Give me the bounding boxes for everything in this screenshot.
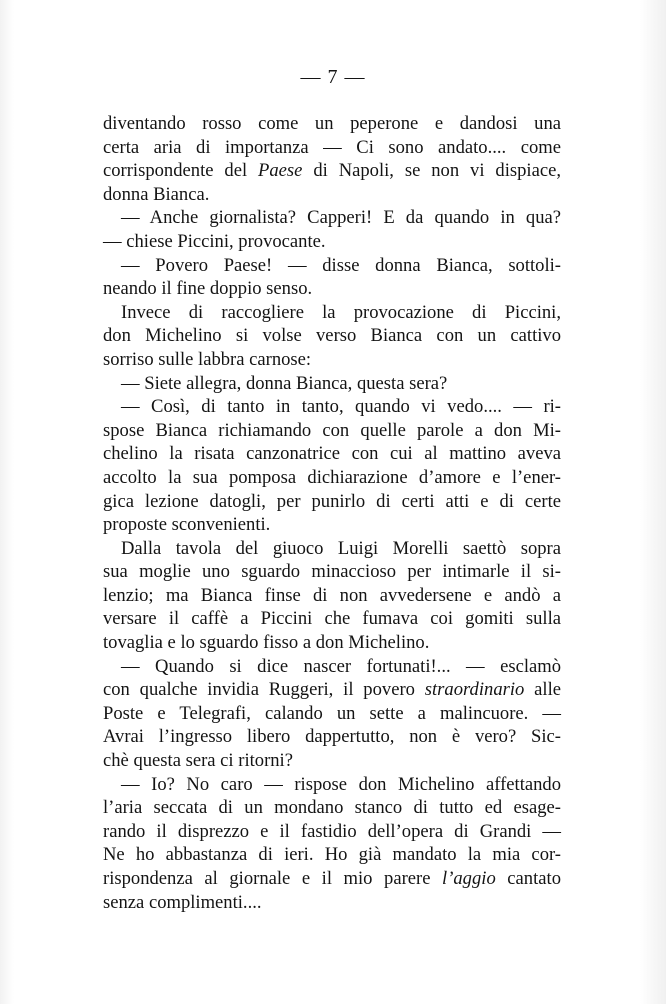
text-segment: di Napoli, se non vi dispiace, xyxy=(302,160,561,182)
text-line: diventando rosso come un peperone e dandosi una xyxy=(103,113,561,134)
text-segment: rispondenza al giornale e il mio parere xyxy=(103,868,443,889)
text-line: Poste e Telegrafi, calando un sette a malincuore. — xyxy=(103,702,561,724)
italic-word: straordinario xyxy=(424,679,525,701)
text-line: sua moglie uno sguardo minaccioso per intimarle il si- xyxy=(103,561,561,583)
text-line: accolto la sua pomposa dichiarazione d’amore e l’ener- xyxy=(103,466,561,488)
text-line: — Povero Paese! — disse donna Bianca, sottoli- xyxy=(121,254,561,276)
text-line: — chiese Piccini, provocante. xyxy=(103,230,326,252)
text-line: chè questa sera ci ritorni? xyxy=(103,750,293,772)
text-segment: con qualche invidia Ruggeri, il povero xyxy=(103,679,425,701)
text-line: don Michelino si volse verso Bianca con un cattivo xyxy=(103,325,561,347)
text-line: Avrai l’ingresso libero dappertutto, non è vero? Sic- xyxy=(103,726,561,748)
text-line: lenzio; ma Bianca finse di non avvedersene e andò a xyxy=(103,584,561,606)
text-line: donna Bianca. xyxy=(103,183,210,205)
text-line: neando il fine doppio senso. xyxy=(103,278,313,300)
text-line: proposte sconvenienti. xyxy=(103,514,271,536)
body-text xyxy=(103,112,561,914)
text-line: certa aria di importanza — Ci sono andato.... come xyxy=(103,136,561,158)
text-line: — Io? No caro — rispose don Michelino affettando xyxy=(121,773,561,795)
text-segment: corrispondente del xyxy=(103,160,259,182)
text-line: tovaglia e lo sguardo fisso a don Michelino. xyxy=(103,632,430,654)
text-line: Dalla tavola del giuoco Luigi Morelli saettò sopra xyxy=(121,537,561,559)
text-line: sorriso sulle labbra carnose: xyxy=(103,348,312,370)
text-line: — Siete allegra, donna Bianca, questa sera? xyxy=(121,372,448,394)
italic-word: Paese xyxy=(258,160,303,182)
text-line: Ne ho abbastanza di ieri. Ho già mandato la mia cor- xyxy=(103,844,561,866)
page-number: — 7 — xyxy=(300,66,366,88)
text-line: gica lezione datogli, per punirlo di certi atti e di certe xyxy=(103,490,561,512)
italic-word: l’aggio xyxy=(442,868,496,889)
text-segment: alle xyxy=(524,679,561,701)
text-line: — Quando si dice nascer fortunati!... — esclamò xyxy=(121,655,561,677)
text-line: versare il caffè a Piccini che fumava coi gomiti sulla xyxy=(103,608,561,630)
text-line: — Anche giornalista? Capperi! E da quando in qua? xyxy=(121,207,561,229)
text-line: spose Bianca richiamando con quelle parole a don Mi- xyxy=(103,419,561,441)
text-line: — Così, di tanto in tanto, quando vi vedo.... — ri- xyxy=(121,396,561,418)
text-line: chelino la risata canzonatrice con cui al mattino aveva xyxy=(103,443,561,465)
text-segment: cantato xyxy=(495,868,561,889)
text-line: rando il disprezzo e il fastidio dell’opera di Grandi — xyxy=(103,820,561,842)
text-line: l’aria seccata di un mondano stanco di tutto ed esage- xyxy=(103,797,561,819)
text-line xyxy=(103,678,561,702)
text-line xyxy=(103,867,561,891)
text-line xyxy=(103,159,561,183)
text-line: senza complimenti.... xyxy=(103,891,262,913)
text-line: Invece di raccogliere la provocazione di Piccini, xyxy=(121,301,561,323)
